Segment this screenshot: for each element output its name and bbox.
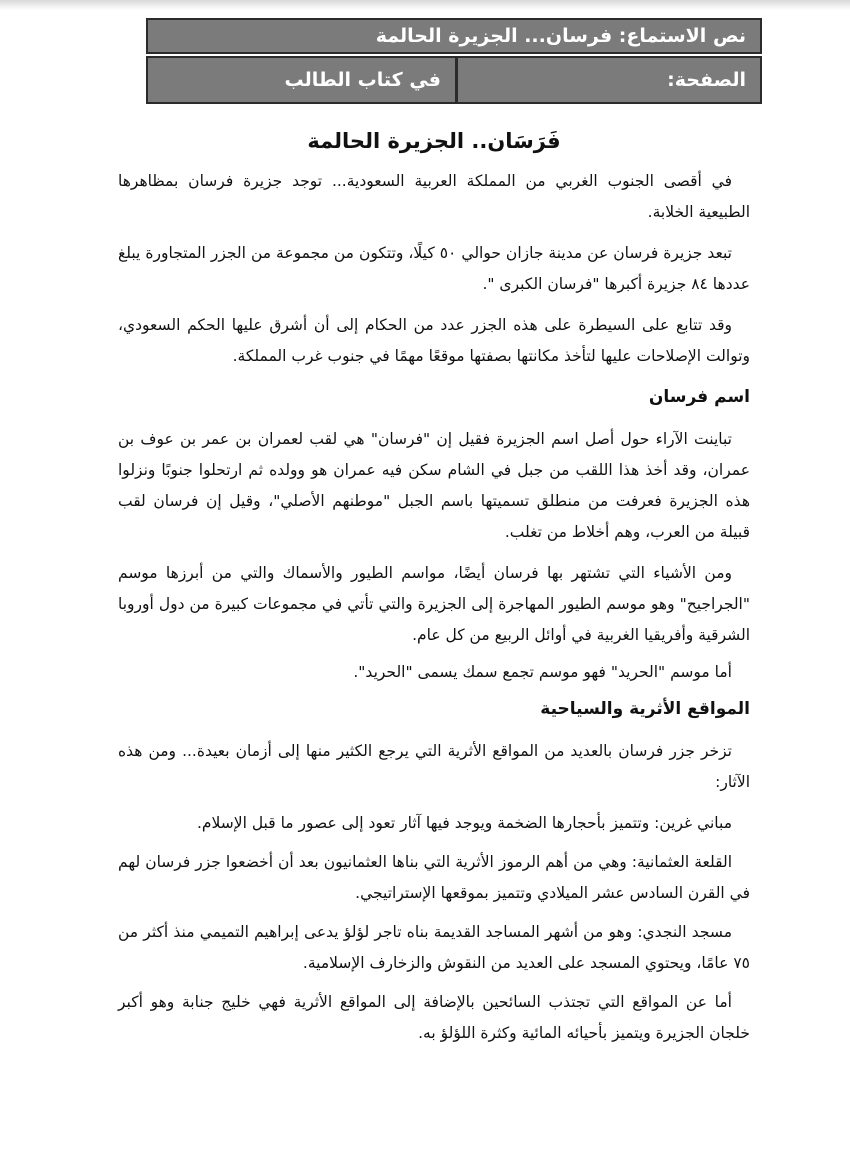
document-body (118, 110, 750, 1059)
intro-paragraph-1: في أقصى الجنوب الغربي من المملكة العربية السعودية... توجد جزيرة فرسان بمظاهرها الطبيعية الخلابة. (118, 172, 750, 221)
page-title: فَرَسَان.. الجزيرة الحالمة (307, 129, 561, 153)
section-heading-sites: المواقع الأثرية والسياحية (540, 699, 750, 719)
page-cell (455, 58, 760, 102)
sites-intro-paragraph: تزخر جزر فرسان بالعديد من المواقع الأثرية التي يرجع الكثير منها إلى أزمان بعيدة... ومن هذه الآثار: (118, 742, 750, 791)
name-paragraph-2: ومن الأشياء التي تشتهر بها فرسان أيضًا، مواسم الطيور والأسماك والتي من أبرزها موسم "الجراجيح" وهو موسم الطيور المهاجرة إلى الجزيرة والتي تأتي في مجموعات كبيرة من دول أوروبا الشرقية وأفريقيا الغربية في أوائل الربيع من كل عام. (118, 564, 750, 644)
worksheet-header (146, 18, 762, 104)
listening-text-label: نص الاستماع: فرسان... الجزيرة الحالمة (375, 25, 746, 47)
site-item-ottoman-castle: القلعة العثمانية: وهي من أهم الرموز الأثرية التي بناها العثمانيون بعد أن أخضعوا جزر فرسان لهم في القرن السادس عشر الميلادي وتتميز بموقعها الإستراتيجي. (118, 853, 750, 902)
name-paragraph-1: تباينت الآراء حول أصل اسم الجزيرة فقيل إن "فرسان" هي لقب لعمران بن عمر بن عوف بن عمران، وقد أخذ هذا اللقب من جبل في الشام سكن فيه عمران هو وولده ثم ارتحلوا جنوبًا ونزلوا هذه الجزيرة فعرفت من منطلق تسميتها باسم الجبل "موطنهم الأصلي"، وقيل إن فرسان لقب قبيلة من العرب، وهم أخلاط من تغلب. (118, 430, 750, 541)
book-cell (148, 58, 455, 102)
sites-closing-paragraph: أما عن المواقع التي تجتذب السائحين بالإضافة إلى المواقع الأثرية فهي خليج جنابة وهو أكبر خلجان الجزيرة ويتميز بأحيائه المائية وكثرة اللؤلؤ به. (118, 993, 750, 1042)
site-item-najdi-mosque: مسجد النجدي: وهو من أشهر المساجد القديمة بناه تاجر لؤلؤ يدعى إبراهيم التميمي منذ أكثر من ٧٥ عامًا، ويحتوي المسجد على العديد من النقوش والزخارف الإسلامية. (118, 923, 750, 972)
page-label: الصفحة: (667, 69, 746, 91)
intro-paragraph-3: وقد تتابع على السيطرة على هذه الجزر عدد من الحكام إلى أن أشرق عليها الحكم السعودي، وتوالت الإصلاحات عليها لتأخذ مكانتها بصفتها موقعًا مهمًا في جنوب غرب المملكة. (118, 316, 750, 365)
scan-edge (0, 0, 850, 10)
header-title-bar (146, 18, 762, 54)
intro-paragraph-2: تبعد جزيرة فرسان عن مدينة جازان حوالي ٥٠ كيلًا، وتتكون من مجموعة من الجزر المتجاورة يبلغ عددها ٨٤ جزيرة أكبرها "فرسان الكبرى ". (118, 244, 750, 293)
section-heading-name: اسم فرسان (648, 387, 750, 407)
name-paragraph-3: أما موسم "الحريد" فهو موسم تجمع سمك يسمى "الحريد". (353, 663, 732, 681)
header-info-bar (146, 56, 762, 104)
site-item-ghurain: مباني غرين: وتتميز بأحجارها الضخمة ويوجد فيها آثار تعود إلى عصور ما قبل الإسلام. (196, 814, 732, 832)
book-label: في كتاب الطالب (284, 69, 441, 91)
